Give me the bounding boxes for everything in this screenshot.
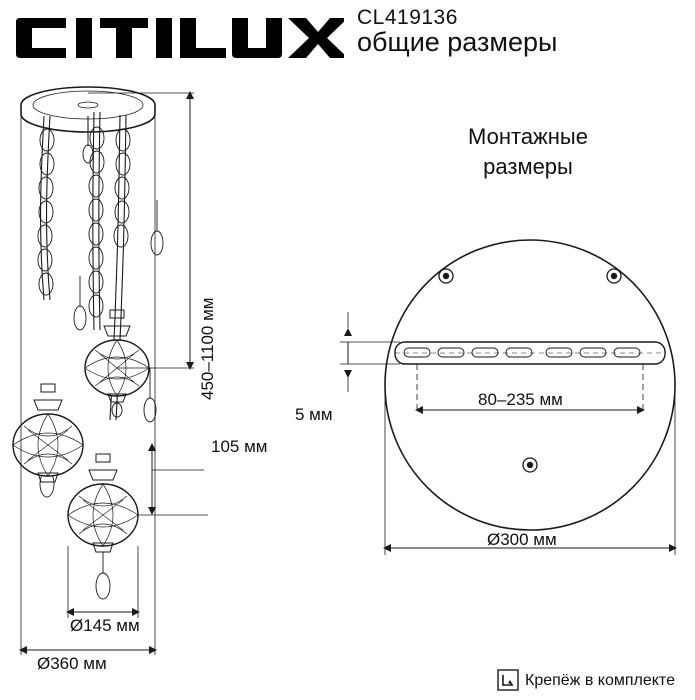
dim-label-diameter: Ø300 мм — [487, 530, 557, 549]
mounting-section-title — [418, 122, 638, 182]
mounting-title-line1: Монтажные — [468, 124, 588, 149]
lamp-globe-lower — [68, 454, 138, 552]
dim-label-thickness: 5 мм — [295, 405, 333, 424]
mounting-plate-drawing — [385, 240, 675, 530]
dim-label-height: 450–1100 мм — [198, 297, 217, 400]
mounting-kit-icon — [497, 669, 519, 691]
dim-label-shade: Ø145 мм — [70, 616, 140, 635]
product-code: CL419136 — [357, 6, 458, 29]
dim-label-span: 80–235 мм — [478, 390, 563, 409]
mounting-bar — [395, 342, 665, 364]
footer-note: Крепёж в комплекте — [525, 672, 675, 689]
lamp-globe-left — [13, 384, 83, 482]
page-title: общие размеры — [357, 27, 558, 57]
dim-label-offset: 105 мм — [211, 437, 268, 456]
mounting-title-line2: размеры — [483, 154, 573, 179]
citilux-logo — [14, 10, 344, 66]
dim-label-canopy: Ø360 мм — [37, 654, 107, 673]
fixture-illustration — [13, 87, 163, 599]
